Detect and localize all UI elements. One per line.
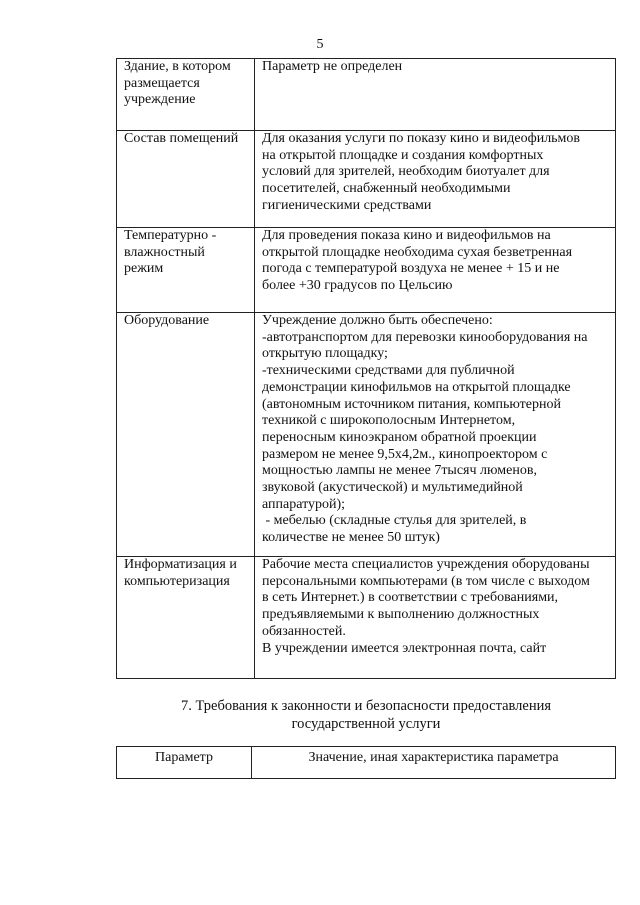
row-value-line: аппаратурой); [262, 496, 346, 512]
row-value-line: демонстрации кинофильмов на открытой площадке [262, 379, 571, 395]
column-header-value: Значение, иная характеристика параметра [252, 747, 616, 779]
row-value-line: более +30 градусов по Цельсию [262, 278, 453, 294]
row-value-line: Рабочие места специалистов учреждения оборудованы [262, 557, 590, 572]
section-heading [116, 697, 616, 733]
row-label [117, 131, 255, 228]
row-value-line: количестве не менее 50 штук) [262, 530, 440, 546]
row-value-line: Для оказания услуги по показу кино и видеофильмов [262, 131, 581, 146]
row-value [255, 131, 616, 228]
table-header-row [117, 747, 616, 779]
row-value-line: техникой с широкополосным Интернетом, [262, 413, 516, 429]
row-label [117, 228, 255, 313]
row-label-line: размещается [124, 75, 200, 91]
table-row [117, 557, 616, 679]
row-value-line: в сеть Интернет.) в соответствии с требованиями, [262, 590, 559, 606]
row-value [255, 313, 616, 557]
row-value-line: открытую площадку; [262, 346, 388, 362]
row-value-line: размером не менее 9,5х4,2м., кинопроектором с [262, 446, 548, 462]
requirements-table [116, 58, 616, 679]
table-row [117, 131, 616, 228]
row-value [255, 228, 616, 313]
row-label [117, 313, 255, 557]
row-label-line: учреждение [124, 92, 196, 108]
row-value-line: предъявляемыми к выполнению должностных [262, 607, 540, 623]
row-value-line: -автотранспортом для перевозки кинооборудования на [262, 329, 588, 345]
column-header-parameter: Параметр [117, 747, 252, 779]
row-value-line: звуковой (акустической) и мультимедийной [262, 480, 523, 496]
table-row [117, 228, 616, 313]
row-value-line: на открытой площадке и создания комфортных [262, 147, 544, 163]
row-value-line: -техническими средствами для публичной [262, 363, 515, 379]
row-value-line: мощностью лампы не менее 7тысяч люменов, [262, 463, 537, 479]
row-label-line: Здание, в котором [124, 59, 231, 74]
row-value-line: персональными компьютерами (в том числе с выходом [262, 573, 590, 589]
row-label-line: Оборудование [124, 313, 210, 328]
row-label-line: влажностный [124, 244, 205, 260]
row-value-line: условий для зрителей, необходим биотуалет для [262, 164, 550, 180]
page-number: 5 [316, 37, 324, 52]
row-value-line: посетителей, снабженный необходимыми [262, 181, 511, 197]
row-value-line: (автономным источником питания, компьютерной [262, 396, 561, 412]
row-value-line: В учреждении имеется электронная почта, сайт [262, 640, 547, 656]
row-value [255, 59, 616, 131]
row-value [255, 557, 616, 679]
row-label [117, 59, 255, 131]
row-value-line: гигиеническими средствами [262, 197, 432, 213]
row-value-line: открытой площадке необходима сухая безветренная [262, 244, 573, 260]
row-label-line: Состав помещений [124, 131, 239, 146]
row-value-line: Учреждение должно быть обеспечено: [262, 313, 493, 328]
row-label [117, 557, 255, 679]
row-value-line: Параметр не определен [262, 59, 403, 74]
row-label-line: компьютеризация [124, 573, 230, 589]
row-value-line: обязанностей. [262, 623, 346, 639]
row-label-line: Температурно - [124, 228, 217, 243]
row-label-line: Информатизация и [124, 557, 237, 572]
table-row [117, 59, 616, 131]
section-heading-line: государственной услуги [291, 716, 441, 732]
section-heading-line: 7. Требования к законности и безопасности предоставления [180, 698, 552, 714]
row-value-line: переносным киноэкраном обратной проекции [262, 429, 537, 445]
row-value-line: погода с температурой воздуха не менее + 15 и не [262, 261, 560, 277]
row-value-line: Для проведения показа кино и видеофильмов на [262, 228, 551, 243]
row-value-line: - мебелью (складные стулья для зрителей, в [262, 513, 527, 529]
parameter-table [116, 746, 616, 779]
table-row [117, 313, 616, 557]
row-label-line: режим [124, 261, 164, 277]
